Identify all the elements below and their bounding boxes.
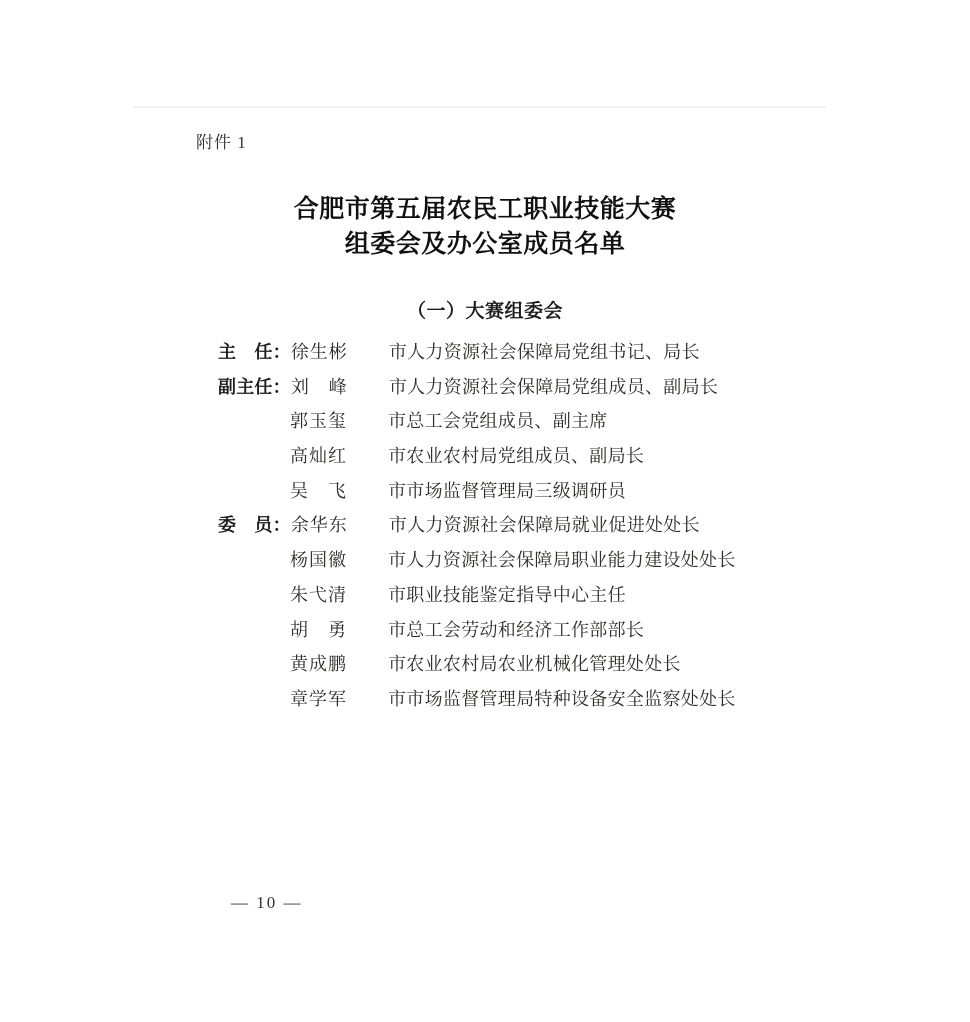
- role-label: 副主任：: [218, 376, 291, 397]
- member-title: 市农业农村局党组成员、副局长: [388, 446, 645, 467]
- member-name: 刘 峰: [290, 376, 348, 397]
- member-row: [218, 439, 818, 474]
- document-title: [0, 192, 970, 262]
- member-row: [218, 474, 818, 509]
- member-title: 市总工会劳动和经济工作部部长: [388, 619, 645, 640]
- member-name: 余华东: [290, 515, 348, 536]
- member-title: 市职业技能鉴定指导中心主任: [388, 584, 626, 605]
- role-label: [218, 439, 290, 474]
- page-number: — 10 —: [231, 893, 303, 912]
- role-label: [218, 647, 290, 682]
- member-title: 市总工会党组成员、副主席: [388, 411, 608, 432]
- member-name: 杨国徽: [290, 550, 347, 571]
- role-label: [218, 474, 290, 509]
- member-row: [218, 613, 818, 648]
- attachment-label: 附件 1: [196, 133, 247, 152]
- document-title-line-2: 组委会及办公室成员名单: [344, 231, 626, 258]
- member-title: 市人力资源社会保障局职业能力建设处处长: [388, 550, 736, 571]
- member-name: 胡 勇: [290, 619, 347, 640]
- member-row: [218, 682, 818, 717]
- member-row: [218, 578, 818, 613]
- role-label: [218, 578, 290, 613]
- member-row: [218, 543, 818, 578]
- member-row: [218, 335, 818, 370]
- section-heading: （一）大赛组委会: [406, 301, 563, 322]
- member-row: [218, 508, 818, 543]
- role-label: [218, 404, 290, 439]
- member-name: 黄成鹏: [290, 654, 347, 675]
- member-name: 吴 飞: [290, 480, 347, 501]
- role-label: [218, 543, 290, 578]
- member-title: 市市场监督管理局特种设备安全监察处处长: [388, 688, 736, 709]
- role-label: [218, 613, 290, 648]
- document-title-line-1: 合肥市第五届农民工职业技能大赛: [293, 196, 677, 223]
- member-title: 市市场监督管理局三级调研员: [388, 480, 626, 501]
- member-row: [218, 647, 818, 682]
- member-name: 郭玉玺: [290, 411, 347, 432]
- member-title: 市人力资源社会保障局就业促进处处长: [388, 515, 700, 536]
- committee-member-list: [218, 335, 818, 717]
- member-title: 市农业农村局农业机械化管理处处长: [388, 654, 681, 675]
- member-name: 章学军: [290, 688, 347, 709]
- role-label: 主 任：: [218, 342, 291, 362]
- role-label: [218, 682, 290, 717]
- member-name: 朱弋清: [290, 584, 347, 605]
- member-title: 市人力资源社会保障局党组书记、局长: [388, 342, 700, 362]
- member-name: 徐生彬: [290, 342, 348, 362]
- member-row: [218, 404, 818, 439]
- role-label: 委 员：: [218, 515, 291, 536]
- member-row: [218, 370, 818, 405]
- member-title: 市人力资源社会保障局党组成员、副局长: [388, 376, 719, 397]
- page-top-divider: [133, 106, 826, 108]
- member-name: 高灿红: [290, 446, 347, 467]
